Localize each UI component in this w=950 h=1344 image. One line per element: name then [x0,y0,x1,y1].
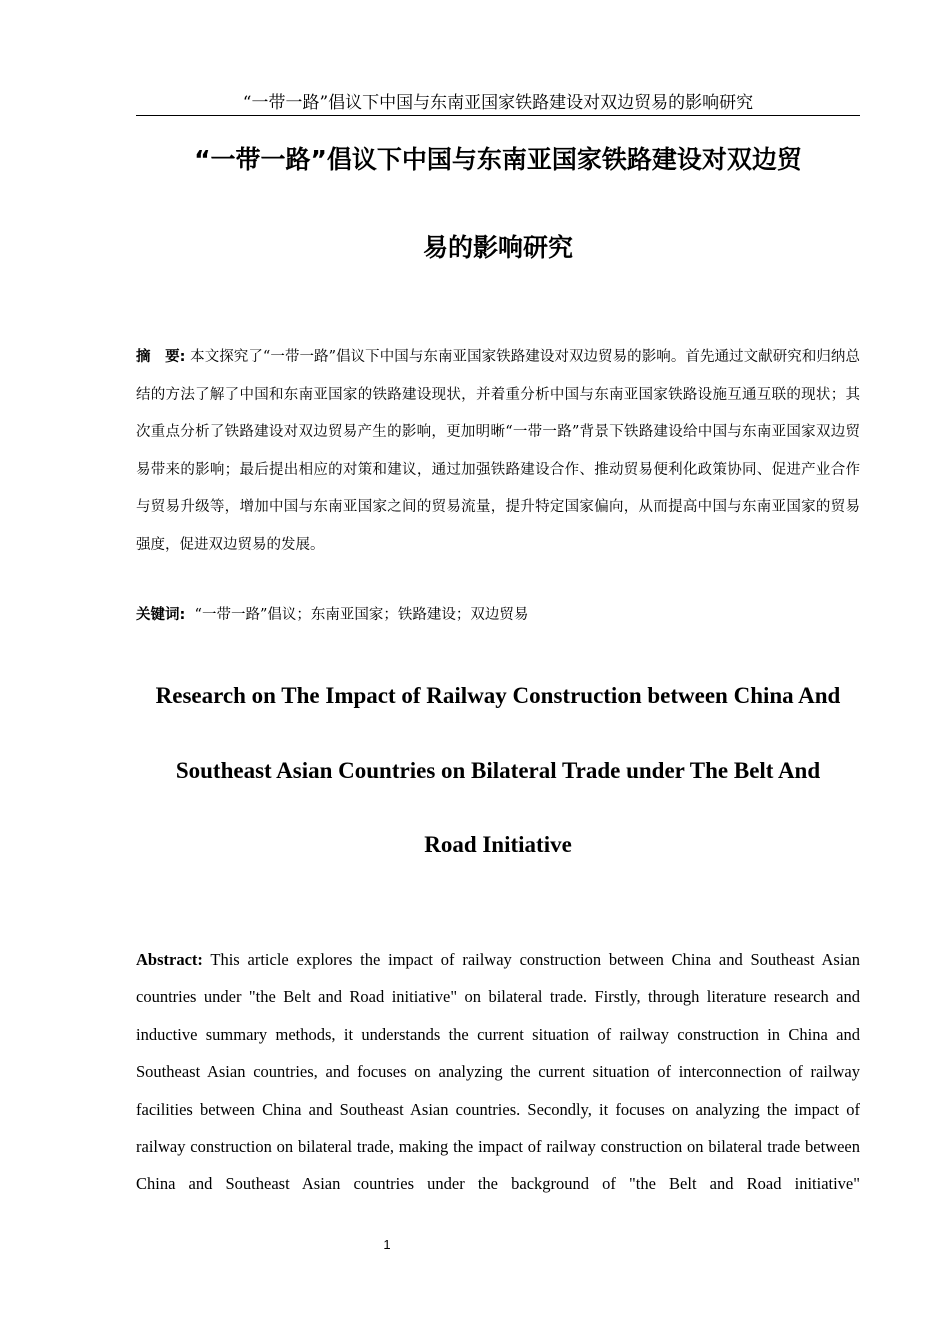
chinese-keywords [136,601,860,629]
running-header [136,91,860,116]
chinese-keywords-label: 关键词: [136,607,186,623]
chinese-title [136,138,860,270]
english-abstract-text: This article explores the impact of railway construction between China and Southeast Asian countries under "the Belt and Road initiative" on bilateral trade. Firstly, through literature research and inductive summary methods, it understands the current situation of railway construction in China and Southeast Asian countries, and focuses on analyzing the current situation of interconnection of railway facilities between China and Southeast Asian countries. Secondly, it focuses on analyzing the impact of railway construction on bilateral trade, making the impact of railway construction on bilateral trade between China and Southeast Asian countries under the background of "the Belt and Road initiative" [136,950,860,1194]
english-abstract-label: Abstract: [136,950,203,969]
chinese-keywords-text: “一带一路”倡议；东南亚国家；铁路建设；双边贸易 [194,607,529,623]
chinese-title-line-1: “一带一路”倡议下中国与东南亚国家铁路建设对双边贸 [194,145,802,174]
running-header-title: “一带一路”倡议下中国与东南亚国家铁路建设对双边贸易的影响研究 [242,93,754,113]
chinese-abstract-text: 本文探究了“一带一路”倡议下中国与东南亚国家铁路建设对双边贸易的影响。首先通过文献研究和归纳总结的方法了解了中国和东南亚国家的铁路建设现状，并着重分析中国与东南亚国家铁路设施互通互联的现状；其次重点分析了铁路建设对双边贸易产生的影响，更加明晰“一带一路”背景下铁路建设给中国与东南亚国家双边贸易带来的影响；最后提出相应的对策和建议，通过加强铁路建设合作、推动贸易便利化政策协同、促进产业合作与贸易升级等，增加中国与东南亚国家之间的贸易流量，提升特定国家偏向，从而提高中国与东南亚国家的贸易强度，促进双边贸易的发展。 [136,349,860,553]
english-title [136,676,860,865]
english-title-line-1: Research on The Impact of Railway Construction between China And [155,683,841,708]
chinese-abstract [136,339,860,564]
chinese-title-line-2: 易的影响研究 [422,233,573,262]
english-title-line-3: Road Initiative [424,832,572,857]
chinese-abstract-label: 摘 要: [136,349,186,365]
page-number: 1 [383,1237,391,1252]
english-abstract [136,941,860,1203]
english-title-line-2: Southeast Asian Countries on Bilateral Trade under The Belt And [175,757,821,783]
